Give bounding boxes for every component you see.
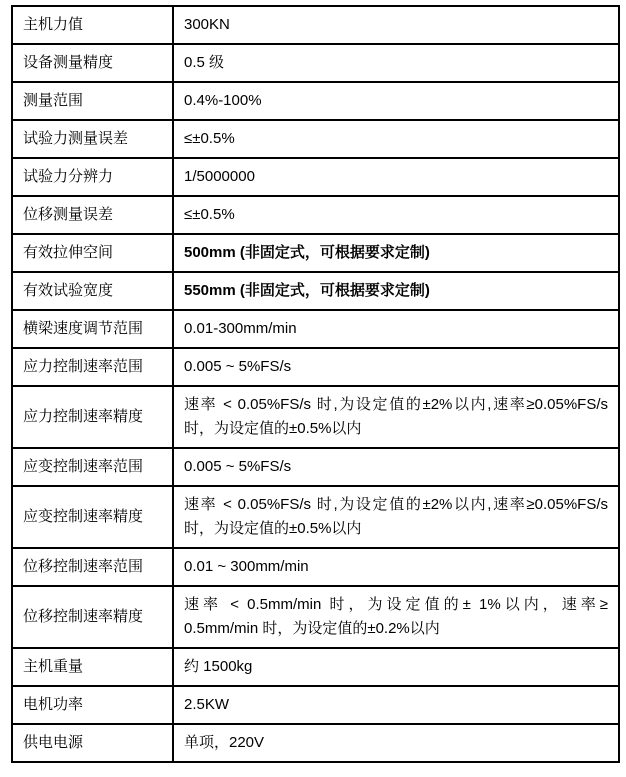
spec-label: 试验力分辨力: [12, 158, 173, 196]
spec-label: 主机力值: [12, 6, 173, 44]
spec-label: 电机功率: [12, 686, 173, 724]
spec-table-body: [12, 6, 619, 762]
spec-value: 速率 < 0.05%FS/s 时,为设定值的±2%以内,速率≥0.05%FS/s 时，为设定值的±0.5%以内: [173, 386, 619, 448]
spec-row: [12, 486, 619, 548]
spec-row: [12, 448, 619, 486]
spec-row: [12, 310, 619, 348]
spec-label: 位移测量误差: [12, 196, 173, 234]
spec-label: 位移控制速率范围: [12, 548, 173, 586]
spec-label: 测量范围: [12, 82, 173, 120]
spec-value: ≤±0.5%: [173, 196, 619, 234]
spec-row: [12, 724, 619, 762]
spec-row: [12, 548, 619, 586]
spec-label: 试验力测量误差: [12, 120, 173, 158]
spec-label: 有效试验宽度: [12, 272, 173, 310]
spec-value: 2.5KW: [173, 686, 619, 724]
spec-label: 应力控制速率精度: [12, 386, 173, 448]
spec-row: [12, 234, 619, 272]
spec-value: 0.005 ~ 5%FS/s: [173, 448, 619, 486]
spec-label: 横梁速度调节范围: [12, 310, 173, 348]
spec-row: [12, 120, 619, 158]
spec-row: [12, 44, 619, 82]
spec-row: [12, 686, 619, 724]
spec-row: [12, 586, 619, 648]
spec-row: [12, 272, 619, 310]
spec-value: 约 1500kg: [173, 648, 619, 686]
spec-label: 主机重量: [12, 648, 173, 686]
spec-row: [12, 196, 619, 234]
spec-value: 0.5 级: [173, 44, 619, 82]
spec-row: [12, 386, 619, 448]
spec-label: 供电电源: [12, 724, 173, 762]
spec-value: 单项，220V: [173, 724, 619, 762]
spec-label: 应变控制速率范围: [12, 448, 173, 486]
spec-value: 0.01 ~ 300mm/min: [173, 548, 619, 586]
spec-value: 1/5000000: [173, 158, 619, 196]
spec-value: 速率 < 0.05%FS/s 时,为设定值的±2%以内,速率≥0.05%FS/s 时，为设定值的±0.5%以内: [173, 486, 619, 548]
spec-value: 0.01-300mm/min: [173, 310, 619, 348]
spec-value: 速率 < 0.5mm/min 时，为设定值的± 1%以内，速率≥ 0.5mm/min 时，为设定值的±0.2%以内: [173, 586, 619, 648]
spec-table: [11, 5, 620, 763]
spec-row: [12, 648, 619, 686]
spec-row: [12, 82, 619, 120]
spec-value: ≤±0.5%: [173, 120, 619, 158]
spec-value: 0.005 ~ 5%FS/s: [173, 348, 619, 386]
spec-value: 0.4%-100%: [173, 82, 619, 120]
spec-label: 设备测量精度: [12, 44, 173, 82]
spec-row: [12, 348, 619, 386]
spec-label: 应力控制速率范围: [12, 348, 173, 386]
spec-label: 有效拉伸空间: [12, 234, 173, 272]
spec-label: 位移控制速率精度: [12, 586, 173, 648]
spec-row: [12, 6, 619, 44]
spec-value: 300KN: [173, 6, 619, 44]
spec-value: 500mm (非固定式，可根据要求定制): [173, 234, 619, 272]
spec-label: 应变控制速率精度: [12, 486, 173, 548]
spec-row: [12, 158, 619, 196]
spec-value: 550mm (非固定式，可根据要求定制): [173, 272, 619, 310]
